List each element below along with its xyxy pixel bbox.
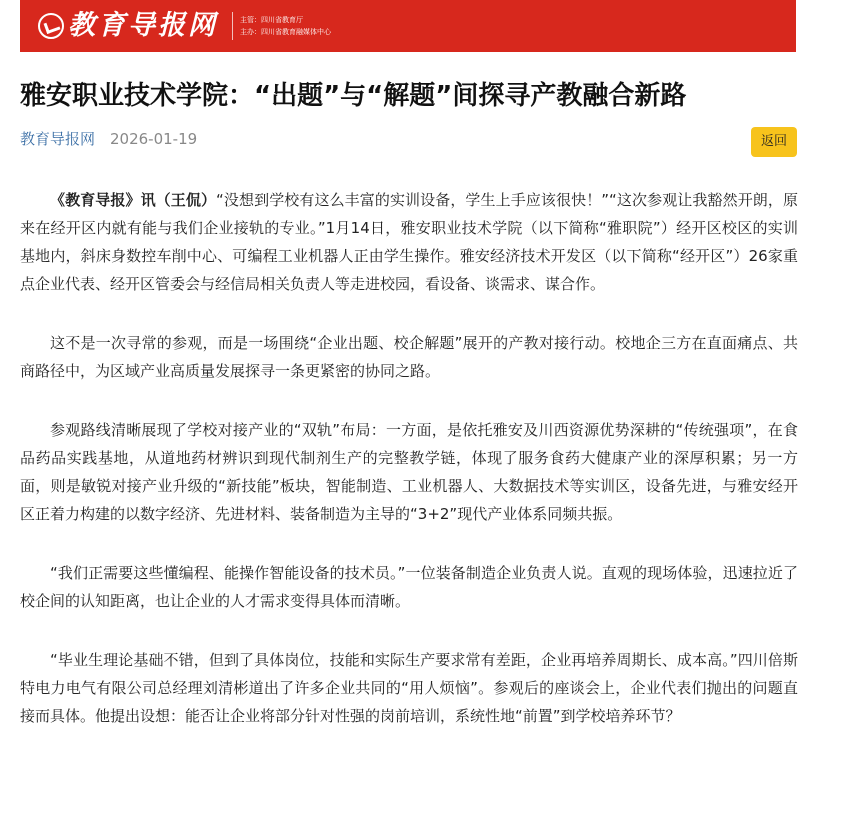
- article-body: [20, 186, 798, 761]
- paragraph-text: “没想到学校有这么丰富的实训设备，学生上手应该很快！”“这次参观让我豁然开朗，原来在经开区内就有能与我们企业接轨的专业。”1月14日，雅安职业技术学院（以下简称“雅职院”）经开区校区的实训基地内，斜床身数控车削中心、可编程工业机器人正由学生操作。雅安经济技术开发区（以下简称“经开区”）26家重点企业代表、经开区管委会与经信局相关负责人等走进校园，看设备、谈需求、谋合作。: [20, 191, 798, 293]
- article-byline: 《教育导报》讯（王侃）: [50, 191, 217, 209]
- organizer-line: 主办：四川省教育融媒体中心: [240, 28, 331, 36]
- logo-divider: [232, 12, 233, 40]
- site-logo-text[interactable]: 教育导报网: [68, 10, 218, 41]
- site-logo-icon[interactable]: [38, 13, 64, 39]
- article-paragraph: 这不是一次寻常的参观，而是一场围绕“企业出题、校企解题”展开的产教对接行动。校地企三方在直面痛点、共商路径中，为区域产业高质量发展探寻一条更紧密的协同之路。: [20, 334, 798, 380]
- article-date: 2026-01-19: [110, 130, 198, 148]
- article-paragraph: “我们正需要这些懂编程、能操作智能设备的技术员。”一位装备制造企业负责人说。直观的现场体验，迅速拉近了校企间的认知距离，也让企业的人才需求变得具体而清晰。: [20, 564, 798, 610]
- article-title: 雅安职业技术学院：“出题”与“解题”间探寻产教融合新路: [20, 81, 687, 111]
- masthead-banner: [20, 0, 796, 52]
- sponsor-line: 主管：四川省教育厅: [240, 16, 303, 24]
- back-button[interactable]: 返回: [751, 127, 797, 157]
- article-source: 教育导报网: [20, 130, 96, 148]
- article-paragraph: “毕业生理论基础不错，但到了具体岗位，技能和实际生产要求常有差距，企业再培养周期长、成本高。”四川倍斯特电力电气有限公司总经理刘清彬道出了许多企业共同的“用人烦恼”。参观后的座谈会上，企业代表们抛出的问题直接而具体。他提出设想：能否让企业将部分针对性强的岗前培训，系统性地“前置”到学校培养环节？: [20, 651, 798, 725]
- article-paragraph: [20, 186, 798, 298]
- article-paragraph: 参观路线清晰展现了学校对接产业的“双轨”布局：一方面，是依托雅安及川西资源优势深耕的“传统强项”，在食品药品实践基地，从道地药材辨识到现代制剂生产的完整教学链，体现了服务食药大健康产业的深厚积累；另一方面，则是敏锐对接产业升级的“新技能”板块，智能制造、工业机器人、大数据技术等实训区，设备先进，与雅安经开区正着力构建的以数字经济、先进材料、装备制造为主导的“3+2”现代产业体系同频共振。: [20, 421, 798, 523]
